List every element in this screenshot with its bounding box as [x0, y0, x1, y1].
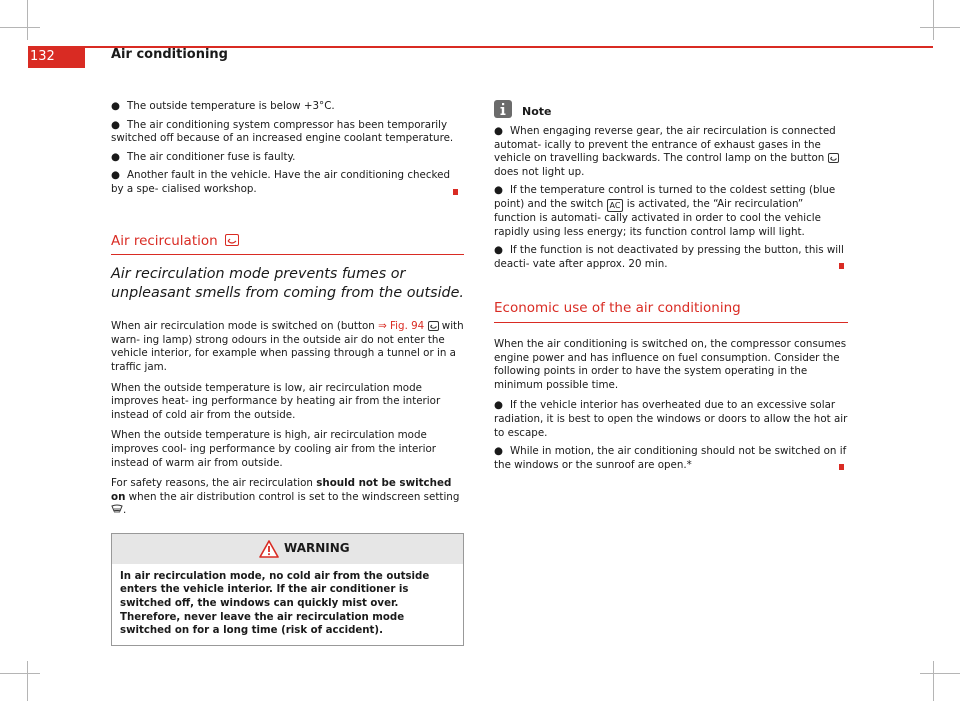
paragraph: When the outside temperature is high, air recirculation mode improves cool- ing performance by cooling air from the interior instead of warm air from outside.: [111, 429, 437, 469]
crop-mark: [27, 0, 28, 40]
note-title: Note: [522, 105, 552, 118]
paragraph: For safety reasons, the air recirculation should not be switched on when the air distribution control is set to the windscreen setting .: [111, 477, 460, 517]
warning-box: [111, 533, 464, 646]
paragraph: When the air conditioning is switched on, the compressor consumes engine power and has influence on fuel consumption. Consider the following points in order to have the system operating in the minimum possible time.: [494, 337, 847, 391]
chapter-title: Air conditioning: [111, 47, 228, 62]
list-item: ● Another fault in the vehicle. Have the air conditioning checked by a spe- cialised workshop.: [111, 169, 464, 196]
end-mark: [839, 464, 844, 470]
note-header: [494, 100, 848, 122]
warning-header: [112, 534, 463, 564]
section-heading-air-recirculation: Air recirculation: [111, 234, 464, 249]
list-item: ● The air conditioner fuse is faulty.: [111, 150, 296, 163]
warning-title: WARNING: [284, 540, 350, 555]
recirculation-icon: [225, 234, 239, 246]
figure-reference-link[interactable]: ⇒ Fig. 94: [378, 320, 425, 333]
paragraph: When air recirculation mode is switched on (button ⇒ Fig. 94 with warn- ing lamp) strong odours in the outside air do not enter the vehicle interior, for example when passing through a tunnel or in a traffic jam.: [111, 320, 464, 373]
crop-mark: [933, 0, 934, 40]
crop-mark: [27, 661, 28, 701]
list-item: ● If the function is not deactivated by pressing the button, this will deacti- vate after approx. 20 min.: [494, 244, 844, 270]
list-item: ● If the temperature control is turned to the coldest setting (blue point) and the switch AC is activated, the “Air recirculation” function is automati- cally activated in order to cool the vehicle rapidly using less energy; its function control lamp will light.: [494, 184, 836, 238]
list-item: ● The outside temperature is below +3°C.: [111, 100, 335, 112]
warning-text: In air recirculation mode, no cold air from the outside enters the vehicle interior. If the air conditioner is switched off, the windows can quickly mist over. Therefore, never leave the air recirculation mode switched on for a long time (risk of accident).: [120, 570, 430, 637]
section-subtitle: Air recirculation mode prevents fumes or unpleasant smells from coming from the outside.: [111, 266, 464, 302]
recirculation-button-icon: [828, 153, 839, 163]
section-heading-economic-use: Economic use of the air conditioning: [494, 300, 741, 317]
end-mark: [839, 263, 844, 269]
crop-mark: [0, 27, 40, 28]
list-item: ● If the vehicle interior has overheated due to an excessive solar radiation, it is best to open the windows or doors to allow the hot air to escape.: [494, 399, 848, 439]
list-item: ● While in motion, the air conditioning should not be switched on if the windows or the sunroof are open.*: [494, 445, 847, 471]
windscreen-icon: [111, 504, 123, 514]
crop-mark: [920, 27, 960, 28]
crop-mark: [0, 673, 40, 674]
crop-mark: [933, 661, 934, 701]
left-column: [111, 100, 464, 646]
right-column: [494, 100, 848, 477]
ac-button-icon: AC: [607, 199, 624, 212]
recirculation-button-icon: [428, 321, 439, 331]
paragraph: When the outside temperature is low, air recirculation mode improves heat- ing performance by heating air from the interior instead of cold air from the outside.: [111, 381, 441, 421]
warning-triangle-icon: [259, 540, 279, 558]
list-item: ● When engaging reverse gear, the air recirculation is connected automat- ically to prevent the entrance of exhaust gases in the vehicle on travelling backwards. The control lamp on the button does not light up.: [494, 125, 848, 179]
crop-mark: [920, 673, 960, 674]
end-mark: [453, 189, 458, 195]
page-number: 132: [28, 46, 85, 68]
list-item: ● The air conditioning system compressor has been temporarily switched off because of an increased engine coolant temperature.: [111, 118, 454, 145]
